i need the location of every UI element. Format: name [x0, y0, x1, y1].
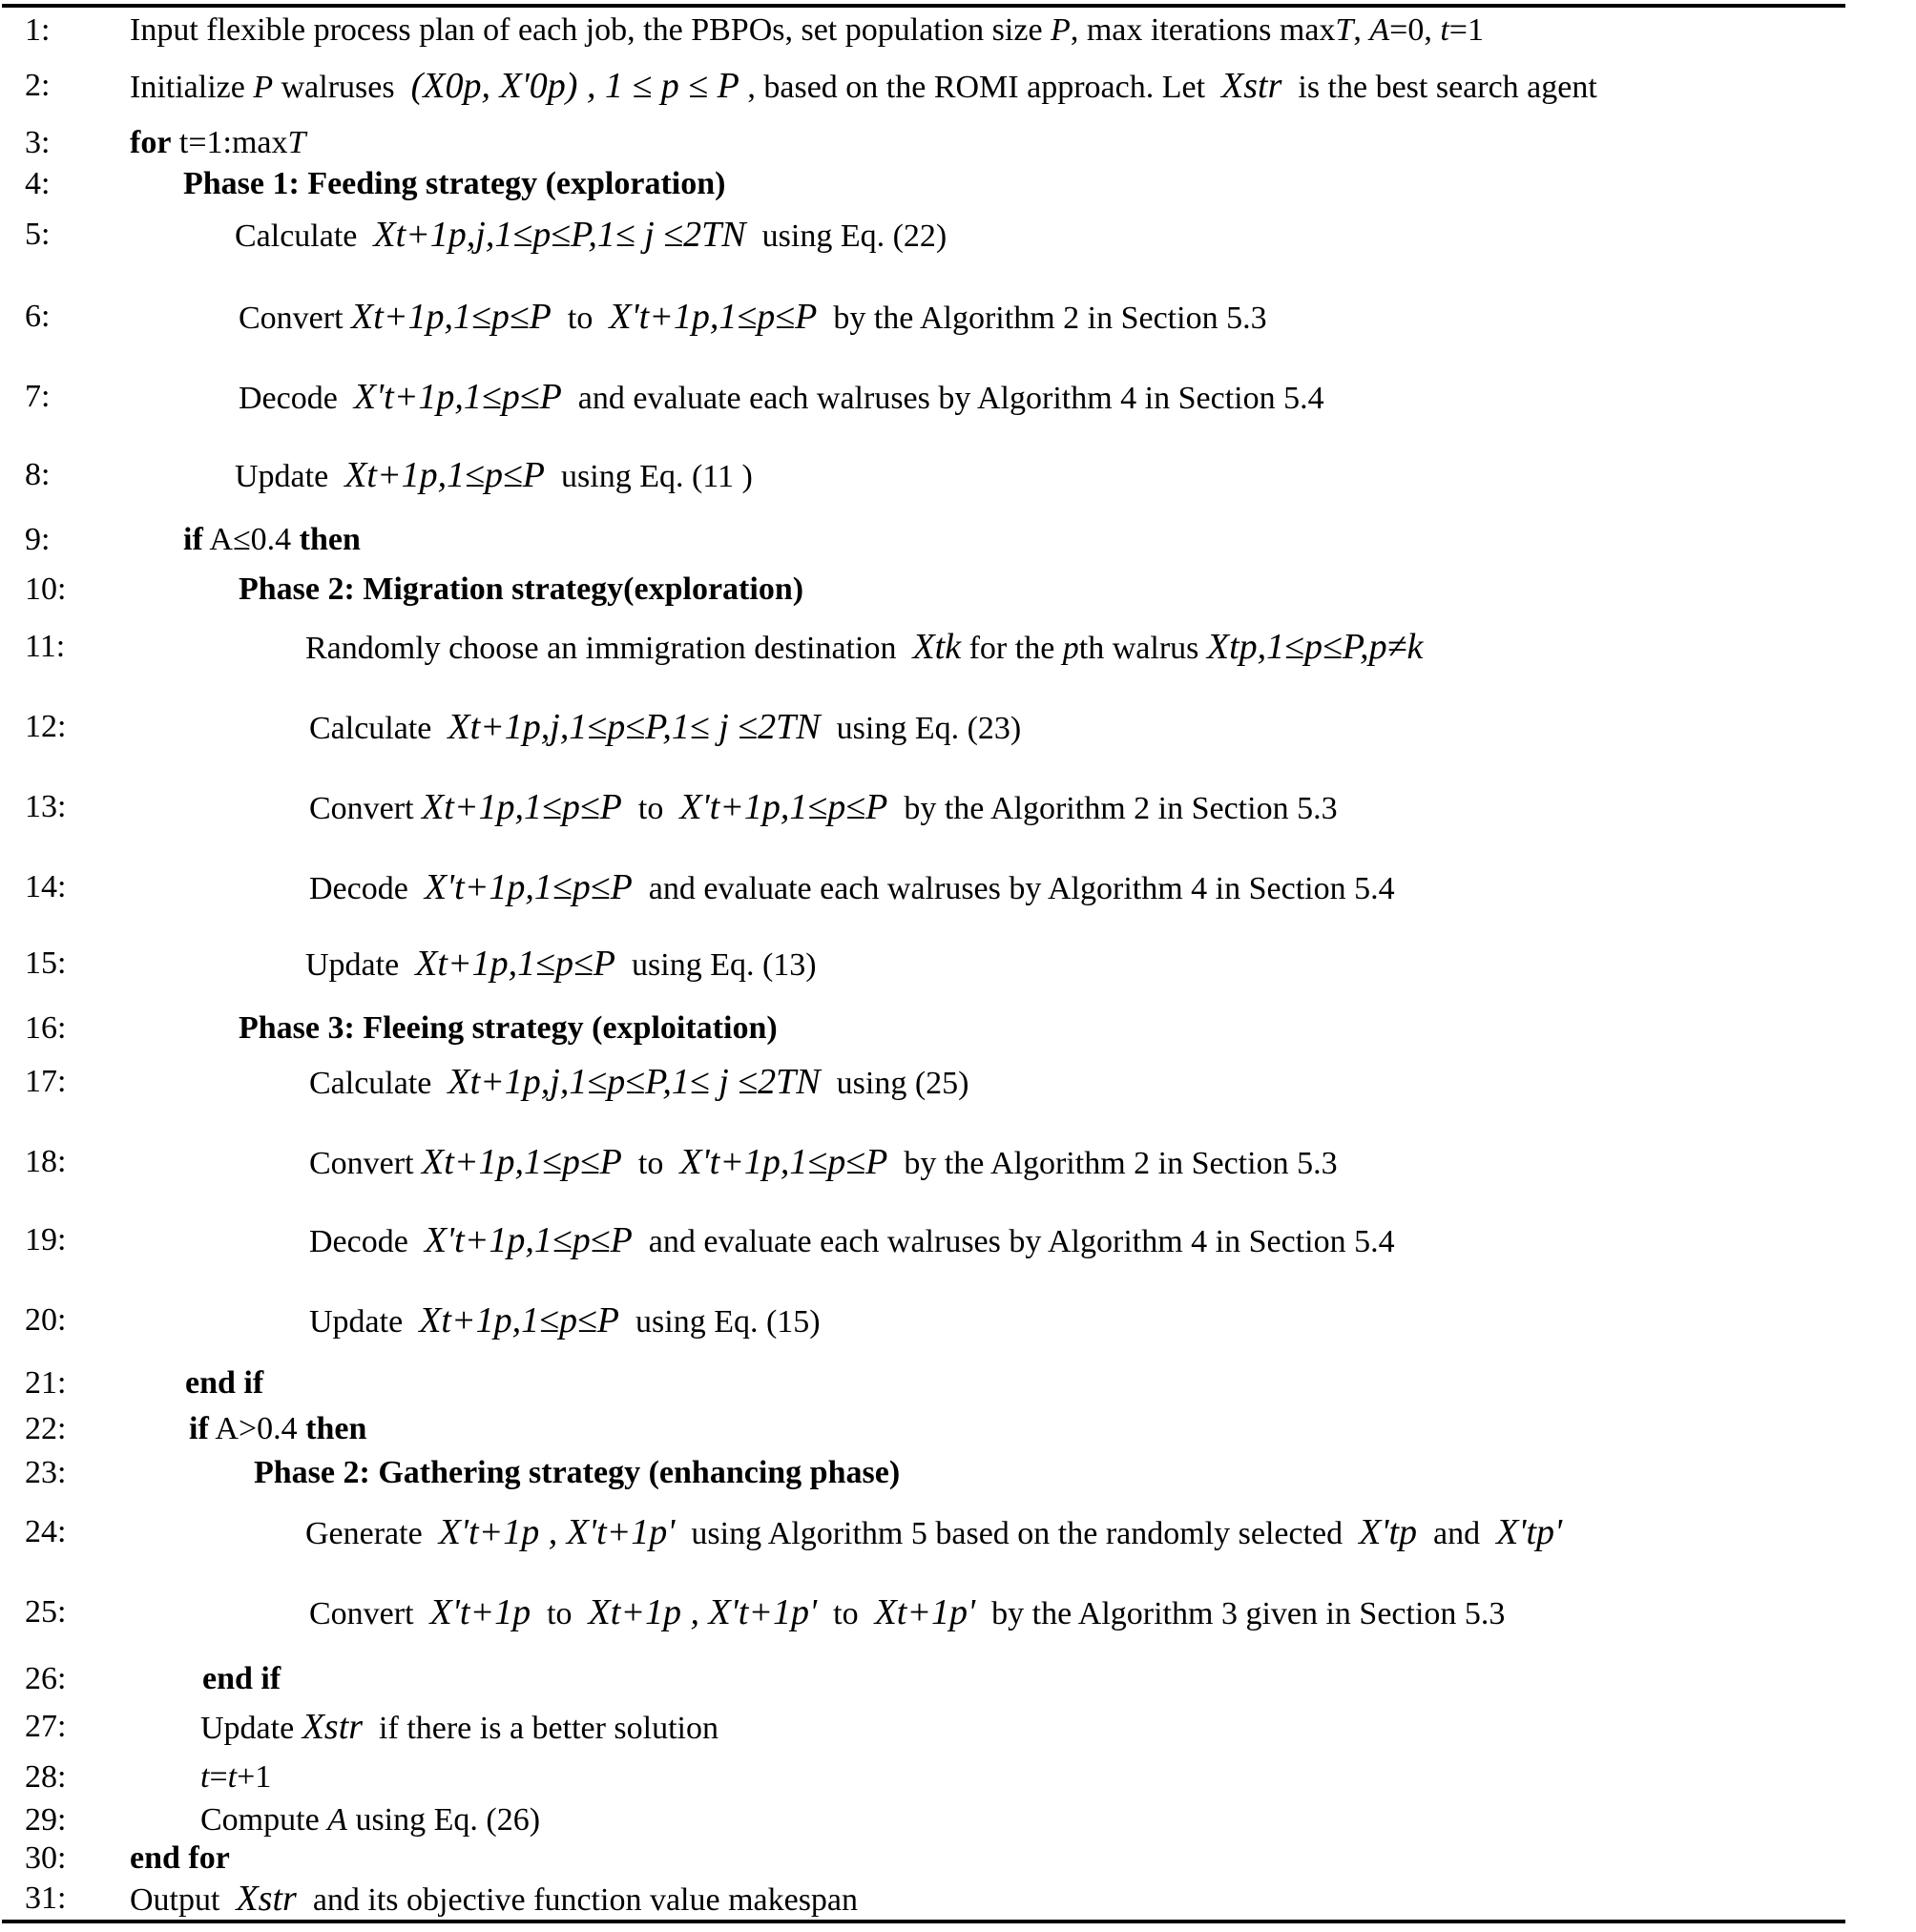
math-expression: (X0p, X'0p) , 1 ≤ p ≤ P	[410, 66, 739, 106]
line-number: 1:	[25, 12, 51, 48]
line-content	[305, 945, 817, 985]
math-expression: X'tp'	[1496, 1512, 1563, 1552]
math-expression: Xtp,1≤p≤P,p≠k	[1206, 627, 1424, 667]
line-text: to	[551, 301, 610, 336]
line-text: and evaluate each walruses by Algorithm 4 in Section 5.4	[632, 871, 1395, 906]
line-content	[239, 298, 1267, 338]
keyword: Phase 3: Fleeing strategy (exploitation)	[239, 1010, 778, 1046]
line-content	[200, 1801, 540, 1839]
math-expression: X'tp	[1359, 1512, 1418, 1552]
keyword: end if	[185, 1365, 264, 1401]
line-content	[200, 1758, 271, 1797]
math-expression: X't+1p,1≤p≤P	[424, 1220, 633, 1260]
line-text: by the Algorithm 2 in Section 5.3	[887, 791, 1338, 826]
line-number: 19:	[25, 1222, 67, 1257]
line-content	[130, 1880, 858, 1920]
line-text: Decode	[309, 871, 425, 906]
line-number: 8:	[25, 457, 51, 492]
keyword: end if	[202, 1661, 281, 1696]
line-content	[200, 1708, 718, 1748]
math-expression: Xt+1p,j,1≤p≤P,1≤ j ≤2TN	[448, 1062, 821, 1102]
line-content	[235, 456, 753, 496]
math-expression: Xstr	[302, 1707, 364, 1747]
line-text: , based on the ROMI approach. Let	[739, 70, 1222, 105]
math-expression: X't+1p , X't+1p'	[438, 1512, 676, 1552]
line-number: 6:	[25, 299, 51, 334]
math-expression: Xt+1p,1≤p≤P	[351, 297, 552, 337]
line-text: Convert	[309, 1596, 430, 1631]
line-content	[189, 1410, 366, 1448]
line-number: 17:	[25, 1064, 67, 1099]
keyword: if	[183, 522, 203, 557]
math-expression: X't+1p,1≤p≤P	[353, 377, 562, 417]
line-text: and its objective function value makespan	[296, 1882, 859, 1918]
line-text: P	[253, 70, 274, 105]
line-number: 22:	[25, 1411, 67, 1446]
line-text: if there is a better solution	[363, 1711, 719, 1746]
math-expression: Xt+1p,1≤p≤P	[419, 1300, 620, 1340]
line-text: Calculate	[309, 1066, 448, 1101]
line-text: Convert	[309, 1146, 423, 1181]
math-expression: Xt+1p,1≤p≤P	[422, 1142, 622, 1182]
line-text: Calculate	[235, 218, 374, 254]
line-text: A≤0.4	[202, 522, 300, 557]
line-text: using (25)	[820, 1066, 969, 1101]
line-content	[239, 1009, 778, 1048]
line-text: by the Algorithm 3 given in Section 5.3	[975, 1596, 1506, 1631]
line-content	[305, 628, 1423, 668]
line-number: 28:	[25, 1759, 67, 1795]
line-text: , max iterations max	[1070, 12, 1336, 48]
line-number: 20:	[25, 1302, 67, 1338]
keyword: end for	[130, 1840, 230, 1876]
math-expression: X't+1p,1≤p≤P	[424, 867, 633, 907]
line-text: Calculate	[309, 711, 448, 746]
line-content	[309, 1301, 821, 1341]
line-text: to	[621, 1146, 680, 1181]
math-expression: X't+1p	[429, 1592, 531, 1632]
line-text: is the best search agent	[1281, 70, 1597, 105]
line-text: using Eq. (15)	[619, 1304, 821, 1340]
line-number: 9:	[25, 522, 51, 557]
line-text: and evaluate each walruses by Algorithm 4 in Section 5.4	[632, 1224, 1395, 1259]
line-text: Decode	[239, 381, 354, 416]
line-number: 5:	[25, 217, 51, 252]
line-content	[309, 1593, 1505, 1633]
keyword: for	[130, 125, 172, 160]
line-text: by the Algorithm 2 in Section 5.3	[887, 1146, 1338, 1181]
line-text: t	[1440, 12, 1449, 48]
math-expression: Xstr	[236, 1879, 297, 1919]
math-expression: Xt+1p'	[874, 1592, 976, 1632]
math-expression: Xt+1p,1≤p≤P	[415, 944, 616, 984]
keyword: then	[299, 522, 361, 557]
line-content	[309, 788, 1338, 828]
line-number: 21:	[25, 1365, 67, 1401]
line-text: Decode	[309, 1224, 425, 1259]
math-expression: X't+1p,1≤p≤P	[679, 787, 888, 827]
math-expression: Xt+1p , X't+1p'	[588, 1592, 818, 1632]
line-number: 26:	[25, 1661, 67, 1696]
line-content	[239, 571, 803, 609]
line-text: Convert	[239, 301, 352, 336]
line-text: Initialize	[130, 70, 254, 105]
line-content	[254, 1454, 900, 1492]
line-number: 14:	[25, 869, 67, 904]
line-content	[309, 868, 1395, 908]
keyword: then	[305, 1411, 367, 1446]
line-content	[309, 708, 1021, 748]
line-text: A	[327, 1802, 347, 1838]
line-text: Generate	[305, 1516, 439, 1551]
line-number: 4:	[25, 166, 51, 201]
line-text: =1	[1448, 12, 1484, 48]
line-number: 10:	[25, 571, 67, 607]
line-content	[305, 1513, 1562, 1553]
line-number: 16:	[25, 1010, 67, 1046]
line-text: Input flexible process plan of each job, the PBPOs, set population size	[130, 12, 1052, 48]
line-content	[309, 1221, 1395, 1261]
line-text: Output	[130, 1882, 237, 1918]
line-number: 24:	[25, 1514, 67, 1549]
line-text: Randomly choose an immigration destination	[305, 631, 913, 666]
line-text: using Eq. (13)	[615, 947, 817, 983]
line-number: 12:	[25, 709, 67, 744]
math-expression: Xtk	[912, 627, 962, 667]
line-text: Update	[309, 1304, 420, 1340]
line-text: A	[1369, 12, 1390, 48]
line-number: 27:	[25, 1709, 67, 1744]
line-number: 30:	[25, 1840, 67, 1876]
line-text: Convert	[309, 791, 423, 826]
line-content	[130, 67, 1597, 107]
keyword: Phase 1: Feeding strategy (exploration)	[183, 166, 726, 201]
line-number: 31:	[25, 1880, 67, 1916]
line-number: 23:	[25, 1455, 67, 1490]
line-text: p	[1062, 631, 1079, 666]
line-number: 25:	[25, 1594, 67, 1630]
line-text: and evaluate each walruses by Algorithm 4 in Section 5.4	[561, 381, 1324, 416]
line-text: t=1:max	[171, 125, 288, 160]
line-content	[130, 1839, 230, 1878]
line-content	[130, 11, 1484, 50]
line-text: =0,	[1389, 12, 1441, 48]
line-content	[183, 165, 725, 203]
line-content	[183, 521, 361, 559]
math-expression: X't+1p,1≤p≤P	[609, 297, 818, 337]
line-content	[185, 1364, 263, 1402]
line-text: walruses	[273, 70, 411, 105]
line-text: for the	[961, 631, 1063, 666]
line-text: using Algorithm 5 based on the randomly selected	[675, 1516, 1360, 1551]
keyword: Phase 2: Gathering strategy (enhancing phase)	[254, 1455, 901, 1490]
bottom-rule	[2, 1920, 1845, 1923]
line-text: =	[209, 1759, 228, 1795]
line-text: using Eq. (11 )	[545, 459, 753, 494]
line-number: 2:	[25, 68, 51, 103]
line-text: using Eq. (23)	[820, 711, 1022, 746]
math-expression: Xt+1p,j,1≤p≤P,1≤ j ≤2TN	[448, 707, 821, 747]
line-text: and	[1417, 1516, 1497, 1551]
line-content	[202, 1660, 281, 1698]
line-number: 11:	[25, 629, 66, 664]
line-text: using Eq. (22)	[745, 218, 948, 254]
line-number: 15:	[25, 945, 67, 981]
line-text: by the Algorithm 2 in Section 5.3	[817, 301, 1267, 336]
math-expression: Xt+1p,1≤p≤P	[422, 787, 622, 827]
line-text: to	[621, 791, 680, 826]
line-content	[309, 1143, 1338, 1183]
line-number: 29:	[25, 1802, 67, 1838]
line-content	[239, 378, 1324, 418]
line-text: Update	[235, 459, 345, 494]
math-expression: Xt+1p,1≤p≤P	[344, 455, 546, 495]
line-number: 3:	[25, 125, 51, 160]
line-number: 18:	[25, 1144, 67, 1179]
line-number: 13:	[25, 789, 67, 824]
keyword: Phase 2: Migration strategy(exploration)	[239, 571, 804, 607]
line-content	[130, 124, 305, 162]
line-text: t	[227, 1759, 238, 1795]
line-text: Update	[305, 947, 416, 983]
top-rule	[2, 4, 1845, 8]
math-expression: X't+1p,1≤p≤P	[679, 1142, 888, 1182]
line-text: th walrus	[1078, 631, 1207, 666]
math-expression: Xt+1p,j,1≤p≤P,1≤ j ≤2TN	[373, 215, 746, 255]
line-text: using Eq. (26)	[346, 1802, 541, 1838]
line-content	[235, 216, 947, 256]
line-text: to	[531, 1596, 589, 1631]
line-text: +1	[237, 1759, 272, 1795]
line-content	[309, 1063, 968, 1103]
line-number: 7:	[25, 379, 51, 414]
line-text: P	[1051, 12, 1071, 48]
keyword: if	[189, 1411, 209, 1446]
line-text: T	[1335, 12, 1354, 48]
line-text: to	[817, 1596, 875, 1631]
line-text: Compute	[200, 1802, 328, 1838]
line-text: A>0.4	[208, 1411, 306, 1446]
line-text: ,	[1353, 12, 1370, 48]
line-text: T	[287, 125, 306, 160]
math-expression: Xstr	[1221, 66, 1282, 106]
line-text: t	[200, 1759, 210, 1795]
line-text: Update	[200, 1711, 302, 1746]
